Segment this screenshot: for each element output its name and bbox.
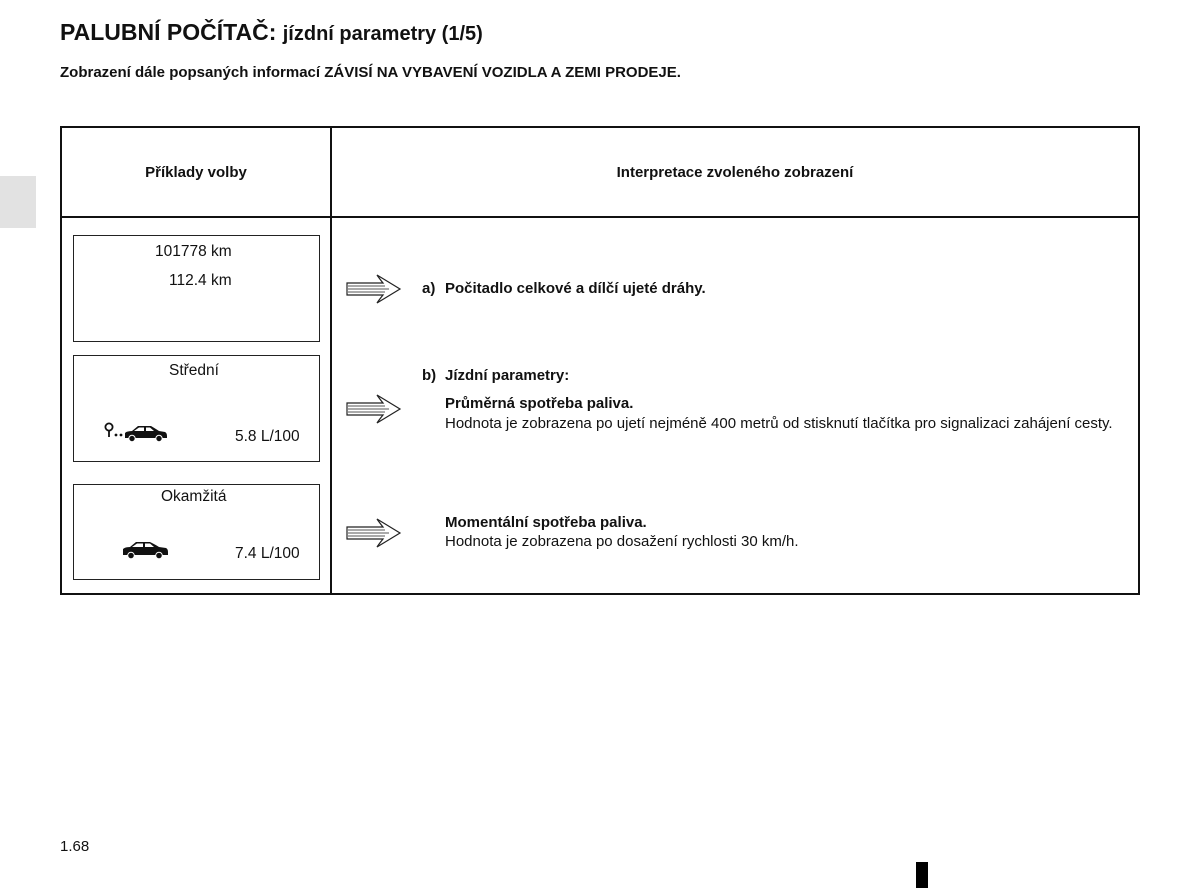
display-label-average: Střední — [169, 362, 219, 379]
title-sub: jízdní parametry (1/5) — [282, 23, 483, 45]
arrow-icon — [345, 394, 403, 424]
item-a-text: Počitadlo celkové a dílčí ujeté dráhy. — [445, 280, 706, 297]
car-icon — [121, 540, 169, 560]
average-consumption-title: Průměrná spotřeba paliva. — [445, 395, 634, 412]
chapter-tab — [0, 176, 36, 228]
arrow-icon — [345, 274, 403, 304]
odometer-trip: 112.4 km — [169, 272, 232, 289]
display-value-average: 5.8 L/100 — [235, 428, 300, 445]
display-odometer — [73, 235, 320, 342]
header-divider — [62, 216, 1138, 218]
page-title — [60, 19, 483, 46]
column-header-examples: Příklady volby — [145, 163, 247, 181]
instant-consumption-title: Momentální spotřeba paliva. — [445, 514, 647, 531]
info-table — [60, 126, 1140, 595]
display-average-consumption — [73, 355, 320, 462]
display-label-instant: Okamžitá — [161, 488, 227, 505]
page-number: 1.68 — [60, 838, 90, 855]
page-subtitle: Zobrazení dále popsaných informací ZÁVISÍ NA VYBAVENÍ VOZIDLA A ZEMI PRODEJE. — [60, 64, 681, 81]
instant-consumption-text: Hodnota je zobrazena po dosažení rychlosti 30 km/h. — [445, 533, 799, 550]
item-b-marker: b) — [422, 367, 437, 384]
odometer-total: 101778 km — [155, 243, 232, 260]
item-a-marker: a) — [422, 280, 436, 297]
page-edge-mark — [916, 862, 928, 888]
arrow-icon — [345, 518, 403, 548]
column-header-interpretation: Interpretace zvoleného zobrazení — [616, 163, 854, 181]
title-main: PALUBNÍ POČÍTAČ: — [60, 19, 277, 45]
trip-car-icon — [104, 422, 168, 444]
display-value-instant: 7.4 L/100 — [235, 545, 300, 562]
display-instant-consumption — [73, 484, 320, 580]
item-b-heading: Jízdní parametry: — [445, 367, 570, 384]
average-consumption-text: Hodnota je zobrazena po ujetí nejméně 400 metrů od stisknutí tlačítka pro signalizaci zahájení cesty. — [445, 415, 1113, 432]
